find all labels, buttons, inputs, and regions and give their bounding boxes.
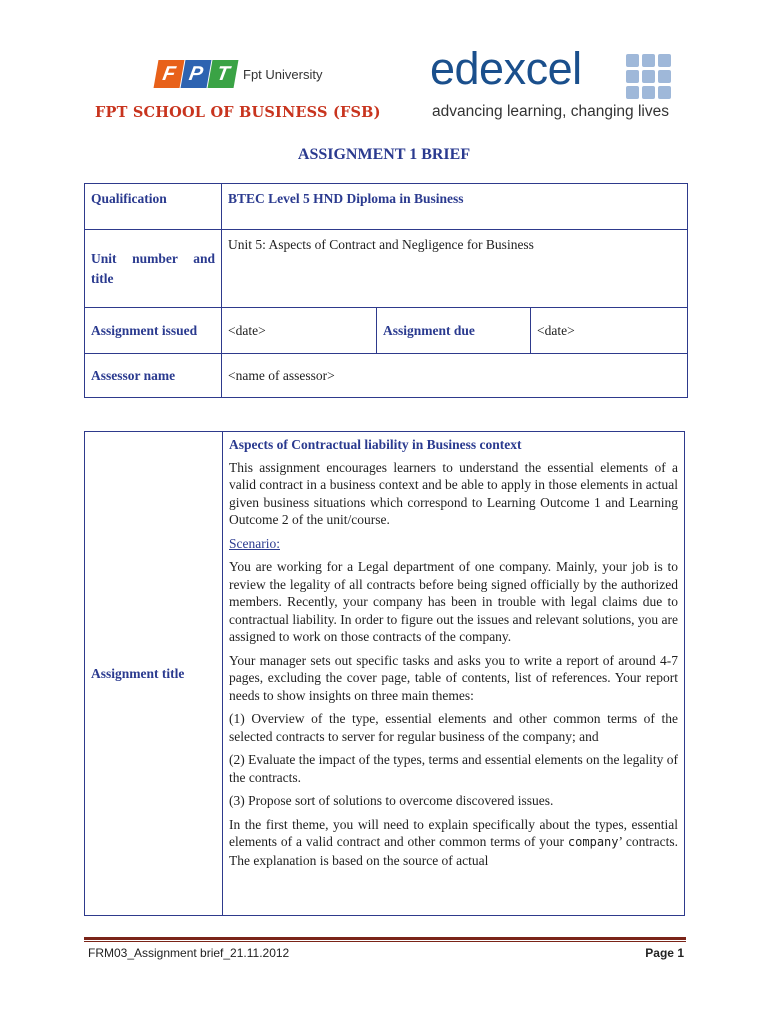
assignment-due-value: <date>	[531, 308, 688, 354]
table-row	[85, 354, 688, 398]
assignment-content	[223, 432, 685, 916]
fpt-logo	[156, 58, 322, 90]
assignment-heading: Aspects of Contractual liability in Business context	[229, 437, 522, 452]
fpt-letter-f: F	[154, 60, 185, 88]
fpt-letter-t: T	[208, 60, 239, 88]
assignment-title-label: Assignment title	[85, 432, 223, 916]
qualification-label: Qualification	[85, 184, 222, 230]
table-row	[85, 184, 688, 230]
assignment-due-label: Assignment due	[377, 308, 531, 354]
info-table	[84, 183, 688, 398]
footer-page-number: Page 1	[645, 946, 684, 960]
unit-label: Unit number and title	[85, 230, 222, 308]
footer-divider-thin	[84, 941, 686, 942]
footer-doc-ref: FRM03_Assignment brief_21.11.2012	[88, 946, 290, 960]
scenario-label: Scenario:	[229, 535, 280, 551]
edexcel-tagline: advancing learning, changing lives	[432, 103, 669, 120]
task-text: Your manager sets out specific tasks and asks you to write a report of around 4-7 pages, excluding the cover page, table of contents, list of references. Your report needs to show insights on three main themes:	[229, 652, 678, 703]
theme-1: (1) Overview of the type, essential elements and other common terms of the selected contracts to server for regular business of the company; and	[229, 711, 678, 744]
theme-2: (2) Evaluate the impact of the types, terms and essential elements on the legality of the contracts.	[229, 752, 678, 785]
unit-value: Unit 5: Aspects of Contract and Negligence for Business	[222, 230, 688, 308]
assignment-table	[84, 431, 685, 916]
theme-3: (3) Propose sort of solutions to overcome discovered issues.	[229, 793, 554, 808]
edexcel-grid-icon	[626, 54, 672, 100]
page-title: ASSIGNMENT 1 BRIEF	[297, 146, 471, 163]
qualification-value: BTEC Level 5 HND Diploma in Business	[222, 184, 688, 230]
fpt-letter-p: P	[181, 60, 212, 88]
assignment-issued-value: <date>	[222, 308, 377, 354]
table-row	[85, 230, 688, 308]
footer-divider	[84, 937, 686, 940]
assignment-issued-label: Assignment issued	[85, 308, 222, 354]
first-theme-text: In the first theme, you will need to explain specifically about the types, essential elements of a valid contract and other common terms of your company’ contracts. The explanation is based on the source of actual	[229, 816, 678, 868]
table-row	[85, 432, 685, 916]
scenario-text: You are working for a Legal department of one company. Mainly, your job is to review the legality of all contracts before being signed officially by the authorized members. Recently, your company has been in trouble with legal claims due to contractual liability. In order to figure out the issues and relevant solutions, you are assigned to work on those contracts of the company.	[229, 559, 678, 644]
assignment-intro: This assignment encourages learners to understand the essential elements of a valid contract in a business context and be able to apply in those elements in actual given business situations which correspond to Learning Outcome 1 and Learning Outcome 2 of the unit/course.	[229, 459, 678, 527]
fpt-university-text: Fpt University	[243, 66, 323, 82]
assessor-label: Assessor name	[85, 354, 222, 398]
school-name: FPT SCHOOL OF BUSINESS (FSB)	[95, 104, 381, 121]
table-row	[85, 308, 688, 354]
assessor-value: <name of assessor>	[222, 354, 688, 398]
edexcel-wordmark: edexcel	[430, 43, 582, 94]
